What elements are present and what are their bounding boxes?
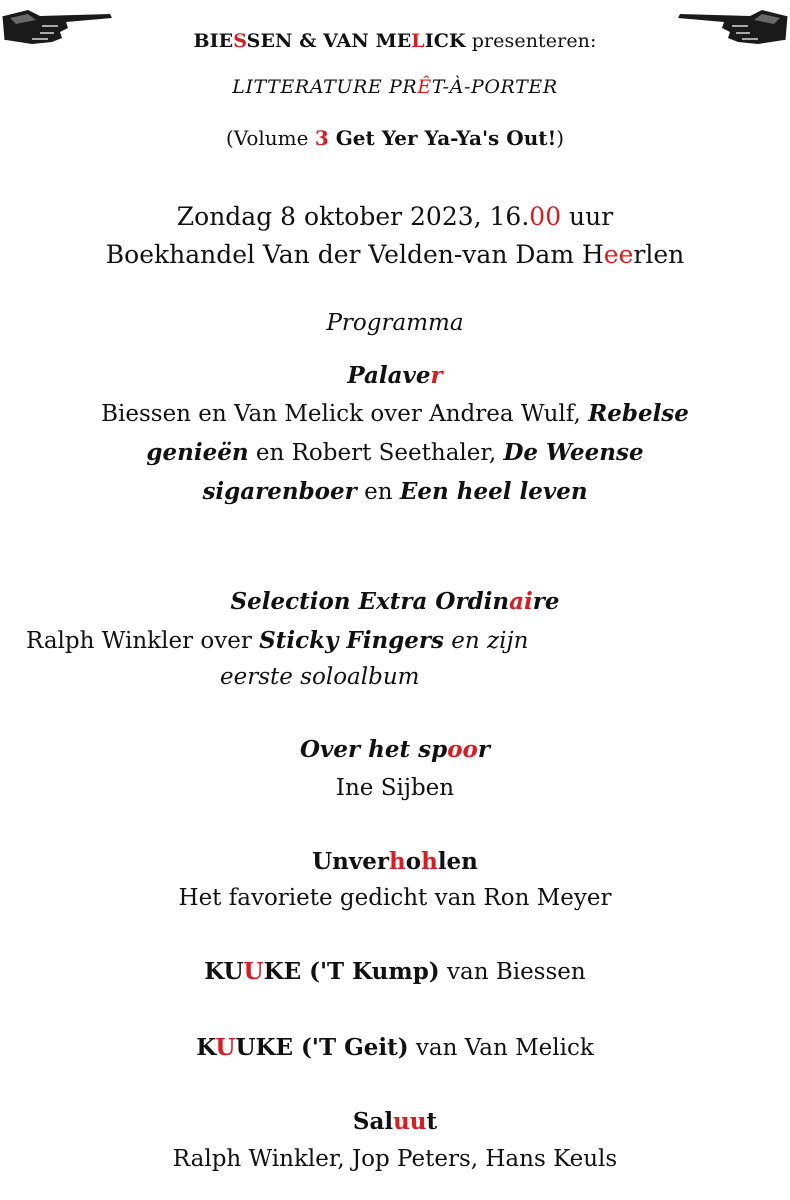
spoor-title-text: Over het sp: [300, 736, 448, 763]
header-presenteren: presenteren:: [465, 30, 597, 52]
spoor-title-text: r: [477, 736, 490, 763]
unverhohlen-title-accent: h: [389, 848, 406, 875]
unverhohlen-title-text: Unver: [312, 848, 389, 875]
palaver-title-text: Palave: [347, 362, 431, 389]
event-date: [0, 202, 790, 231]
kuuke-title: KU: [204, 958, 244, 985]
unverhohlen-title-text: o: [405, 848, 422, 875]
saluut-title: [0, 1108, 790, 1135]
spoor-title-accent: oo: [447, 736, 478, 763]
volume-line: [0, 126, 790, 150]
volume-close: ): [556, 126, 565, 150]
subtitle-text: LITTERATURE PR: [232, 76, 418, 98]
book-title: De Weense: [503, 439, 644, 466]
date-text: uur: [561, 202, 614, 231]
subtitle-text: T-À-PORTER: [431, 76, 558, 98]
palaver-text: en Robert Seethaler,: [248, 440, 504, 466]
subtitle-accent: Ê: [417, 76, 432, 98]
unverhohlen-title: [0, 848, 790, 875]
selection-title: [0, 588, 790, 615]
palaver-line-3: [0, 478, 790, 505]
palaver-title: [0, 362, 790, 389]
kuuke-geit-line: [0, 1034, 790, 1061]
kuuke-title: K: [196, 1034, 216, 1061]
header-text: SEN & VAN ME: [246, 30, 412, 52]
spoor-body: Ine Sijben: [335, 775, 455, 801]
unverhohlen-title-accent: h: [421, 848, 438, 875]
selection-text: en zijn: [444, 628, 529, 654]
subtitle: [0, 76, 790, 98]
header-accent: L: [411, 30, 425, 52]
book-title: Een heel leven: [399, 478, 588, 505]
book-title: Rebelse: [588, 400, 689, 427]
kuuke-kump-line: [0, 958, 790, 985]
unverhohlen-body: Het favoriete gedicht van Ron Meyer: [178, 885, 612, 911]
selection-title-accent: ai: [509, 588, 533, 615]
event-venue: [0, 240, 790, 269]
kuuke-accent: U: [243, 958, 264, 985]
saluut-title-text: Sal: [352, 1108, 394, 1135]
palaver-line-1: [0, 400, 790, 427]
volume-open: (Volume: [225, 126, 315, 150]
album-title: Sticky Fingers: [259, 627, 444, 654]
kuuke-accent: U: [215, 1034, 236, 1061]
unverhohlen-title-text: len: [437, 848, 478, 875]
saluut-body: Ralph Winkler, Jop Peters, Hans Keuls: [172, 1146, 618, 1172]
palaver-text: Biessen en Van Melick over Andrea Wulf,: [101, 401, 589, 427]
venue-text: Boekhandel Van der Velden-van Dam H: [105, 240, 604, 269]
kuuke-title: KE ('T Kump): [263, 958, 440, 985]
saluut-title-text: t: [426, 1108, 438, 1135]
date-text: Zondag 8 oktober 2023, 16.: [176, 202, 530, 231]
book-title: genieën: [146, 439, 249, 466]
spoor-title: [0, 736, 790, 763]
kuuke-author: van Van Melick: [408, 1035, 594, 1061]
header-line: [0, 30, 790, 52]
kuuke-title: UKE ('T Geit): [235, 1034, 409, 1061]
selection-title-text: Selection Extra Ordin: [230, 588, 510, 615]
kuuke-author: van Biessen: [439, 959, 586, 985]
header-accent: S: [233, 30, 247, 52]
header-text: ICK: [424, 30, 466, 52]
volume-number: 3: [314, 126, 329, 150]
programma-heading: Programma: [326, 310, 464, 336]
saluut-title-accent: uu: [393, 1108, 427, 1135]
date-accent: 00: [529, 202, 562, 231]
venue-text: rlen: [633, 240, 685, 269]
selection-line-2: eerste soloalbum: [220, 664, 420, 690]
palaver-line-2: [0, 439, 790, 466]
selection-text: Ralph Winkler over: [26, 628, 260, 654]
selection-title-text: re: [532, 588, 560, 615]
palaver-text: en: [356, 479, 400, 505]
book-title: sigarenboer: [202, 478, 357, 505]
venue-accent: ee: [603, 240, 634, 269]
selection-line-1: [26, 627, 766, 654]
header-text: BIE: [193, 30, 234, 52]
volume-title: Get Yer Ya-Ya's Out!: [328, 126, 557, 150]
palaver-title-accent: r: [430, 362, 443, 389]
